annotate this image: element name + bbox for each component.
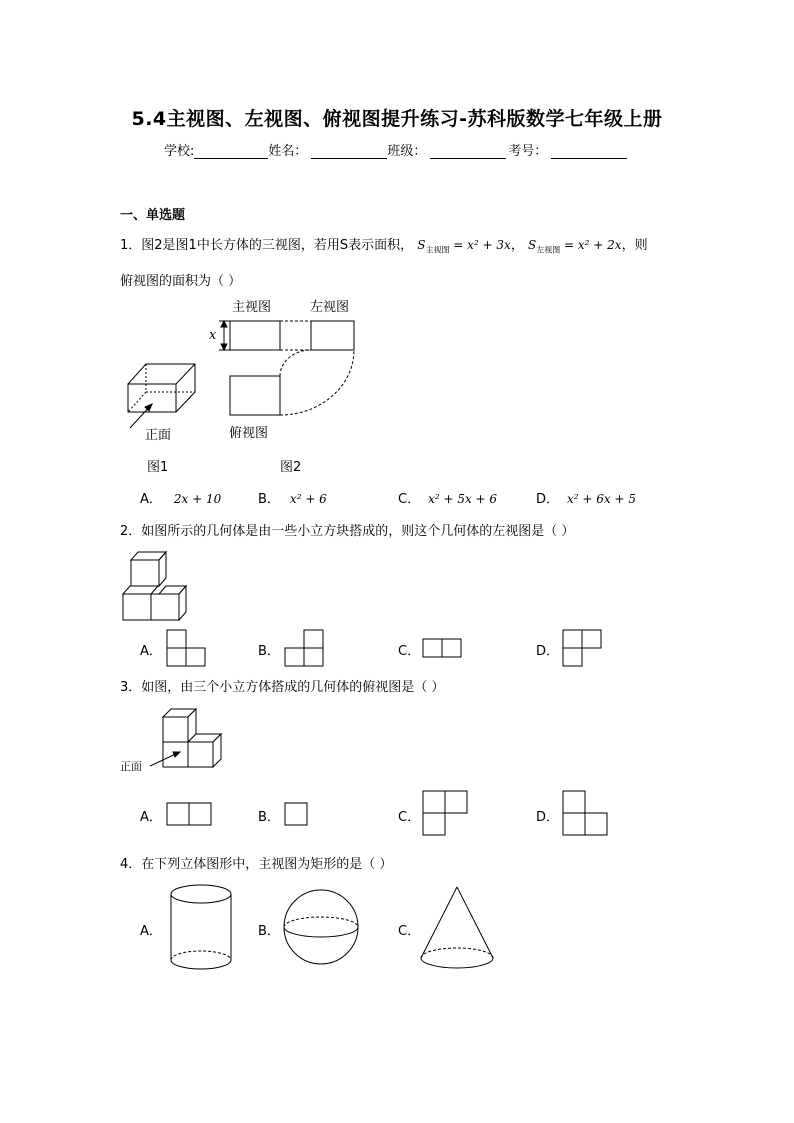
s-left-formula: $S_{左视图} = x^2 + 2x$: [527, 238, 622, 255]
q3-option-c[interactable]: C．: [398, 810, 421, 825]
q2-option-b[interactable]: B．: [258, 644, 280, 659]
left-view-label: 左视图: [310, 300, 350, 315]
question-1-text-part2: ，则: [621, 238, 648, 253]
q2-option-a[interactable]: A．: [140, 644, 162, 659]
class-label: 班级：: [387, 144, 427, 159]
page-title: 5.4主视图、左视图、俯视图提升练习-苏科版数学七年级上册: [131, 108, 663, 130]
figure-2-caption: 图2: [280, 460, 302, 475]
q3-option-b[interactable]: B．: [258, 810, 280, 825]
q4-option-c[interactable]: C．: [398, 924, 421, 939]
q3-option-d[interactable]: D．: [536, 810, 560, 825]
top-view-label: 俯视图: [229, 426, 269, 441]
cone-drawing: [421, 887, 493, 968]
q1-option-c[interactable]: C． x² + 5x + 6: [398, 492, 498, 507]
q2-option-c[interactable]: C．: [398, 644, 421, 659]
name-label: 姓名：: [268, 144, 308, 159]
q4-option-b[interactable]: B．: [258, 924, 280, 939]
q1-option-a[interactable]: A． 2x + 10: [140, 492, 222, 507]
q1-option-d[interactable]: D． x² + 6x + 5: [536, 492, 636, 507]
question-1-line1: 1．图2是图1中长方体的三视图，若用S表示面积， $S_{主视图} = x^2 + 3x$， $S_{左视图} = x^2 + 2x$，则: [120, 238, 648, 255]
q3-front-direction-label: 正面: [120, 760, 142, 773]
q1-option-b[interactable]: B． x² + 6: [258, 492, 327, 507]
s-main-formula: $S_{主视图} = x^2 + 3x$: [417, 238, 511, 255]
front-view-label: 主视图: [232, 300, 272, 315]
question-3-text: 3．如图，由三个小立方体搭成的几何体的俯视图是（ ）: [120, 680, 445, 695]
question-4-text: 4．在下列立体图形中，主视图为矩形的是（ ）: [120, 857, 393, 872]
question-1-line2: 俯视图的面积为（ ）: [120, 274, 242, 289]
figure-1-caption: 图1: [147, 460, 169, 475]
school-label: 学校:: [164, 144, 195, 159]
exam-no-label: 考号：: [508, 144, 548, 159]
q3-option-a[interactable]: A．: [140, 810, 162, 825]
section-title: 一、单选题: [120, 208, 186, 223]
front-direction-label: 正面: [145, 428, 172, 443]
question-2-text: 2．如图所示的几何体是由一些小立方块搭成的，则这个几何体的左视图是（ ）: [120, 524, 575, 539]
question-1-number: 1．: [120, 238, 142, 253]
q4-option-a[interactable]: A．: [140, 924, 162, 939]
x-dimension-label: x: [209, 328, 217, 343]
cylinder-drawing: [171, 885, 231, 969]
sphere-drawing: [284, 890, 358, 964]
q2-option-d[interactable]: D．: [536, 644, 560, 659]
question-1-text-part1: 图2是图1中长方体的三视图，若用S表示面积，: [141, 238, 414, 253]
